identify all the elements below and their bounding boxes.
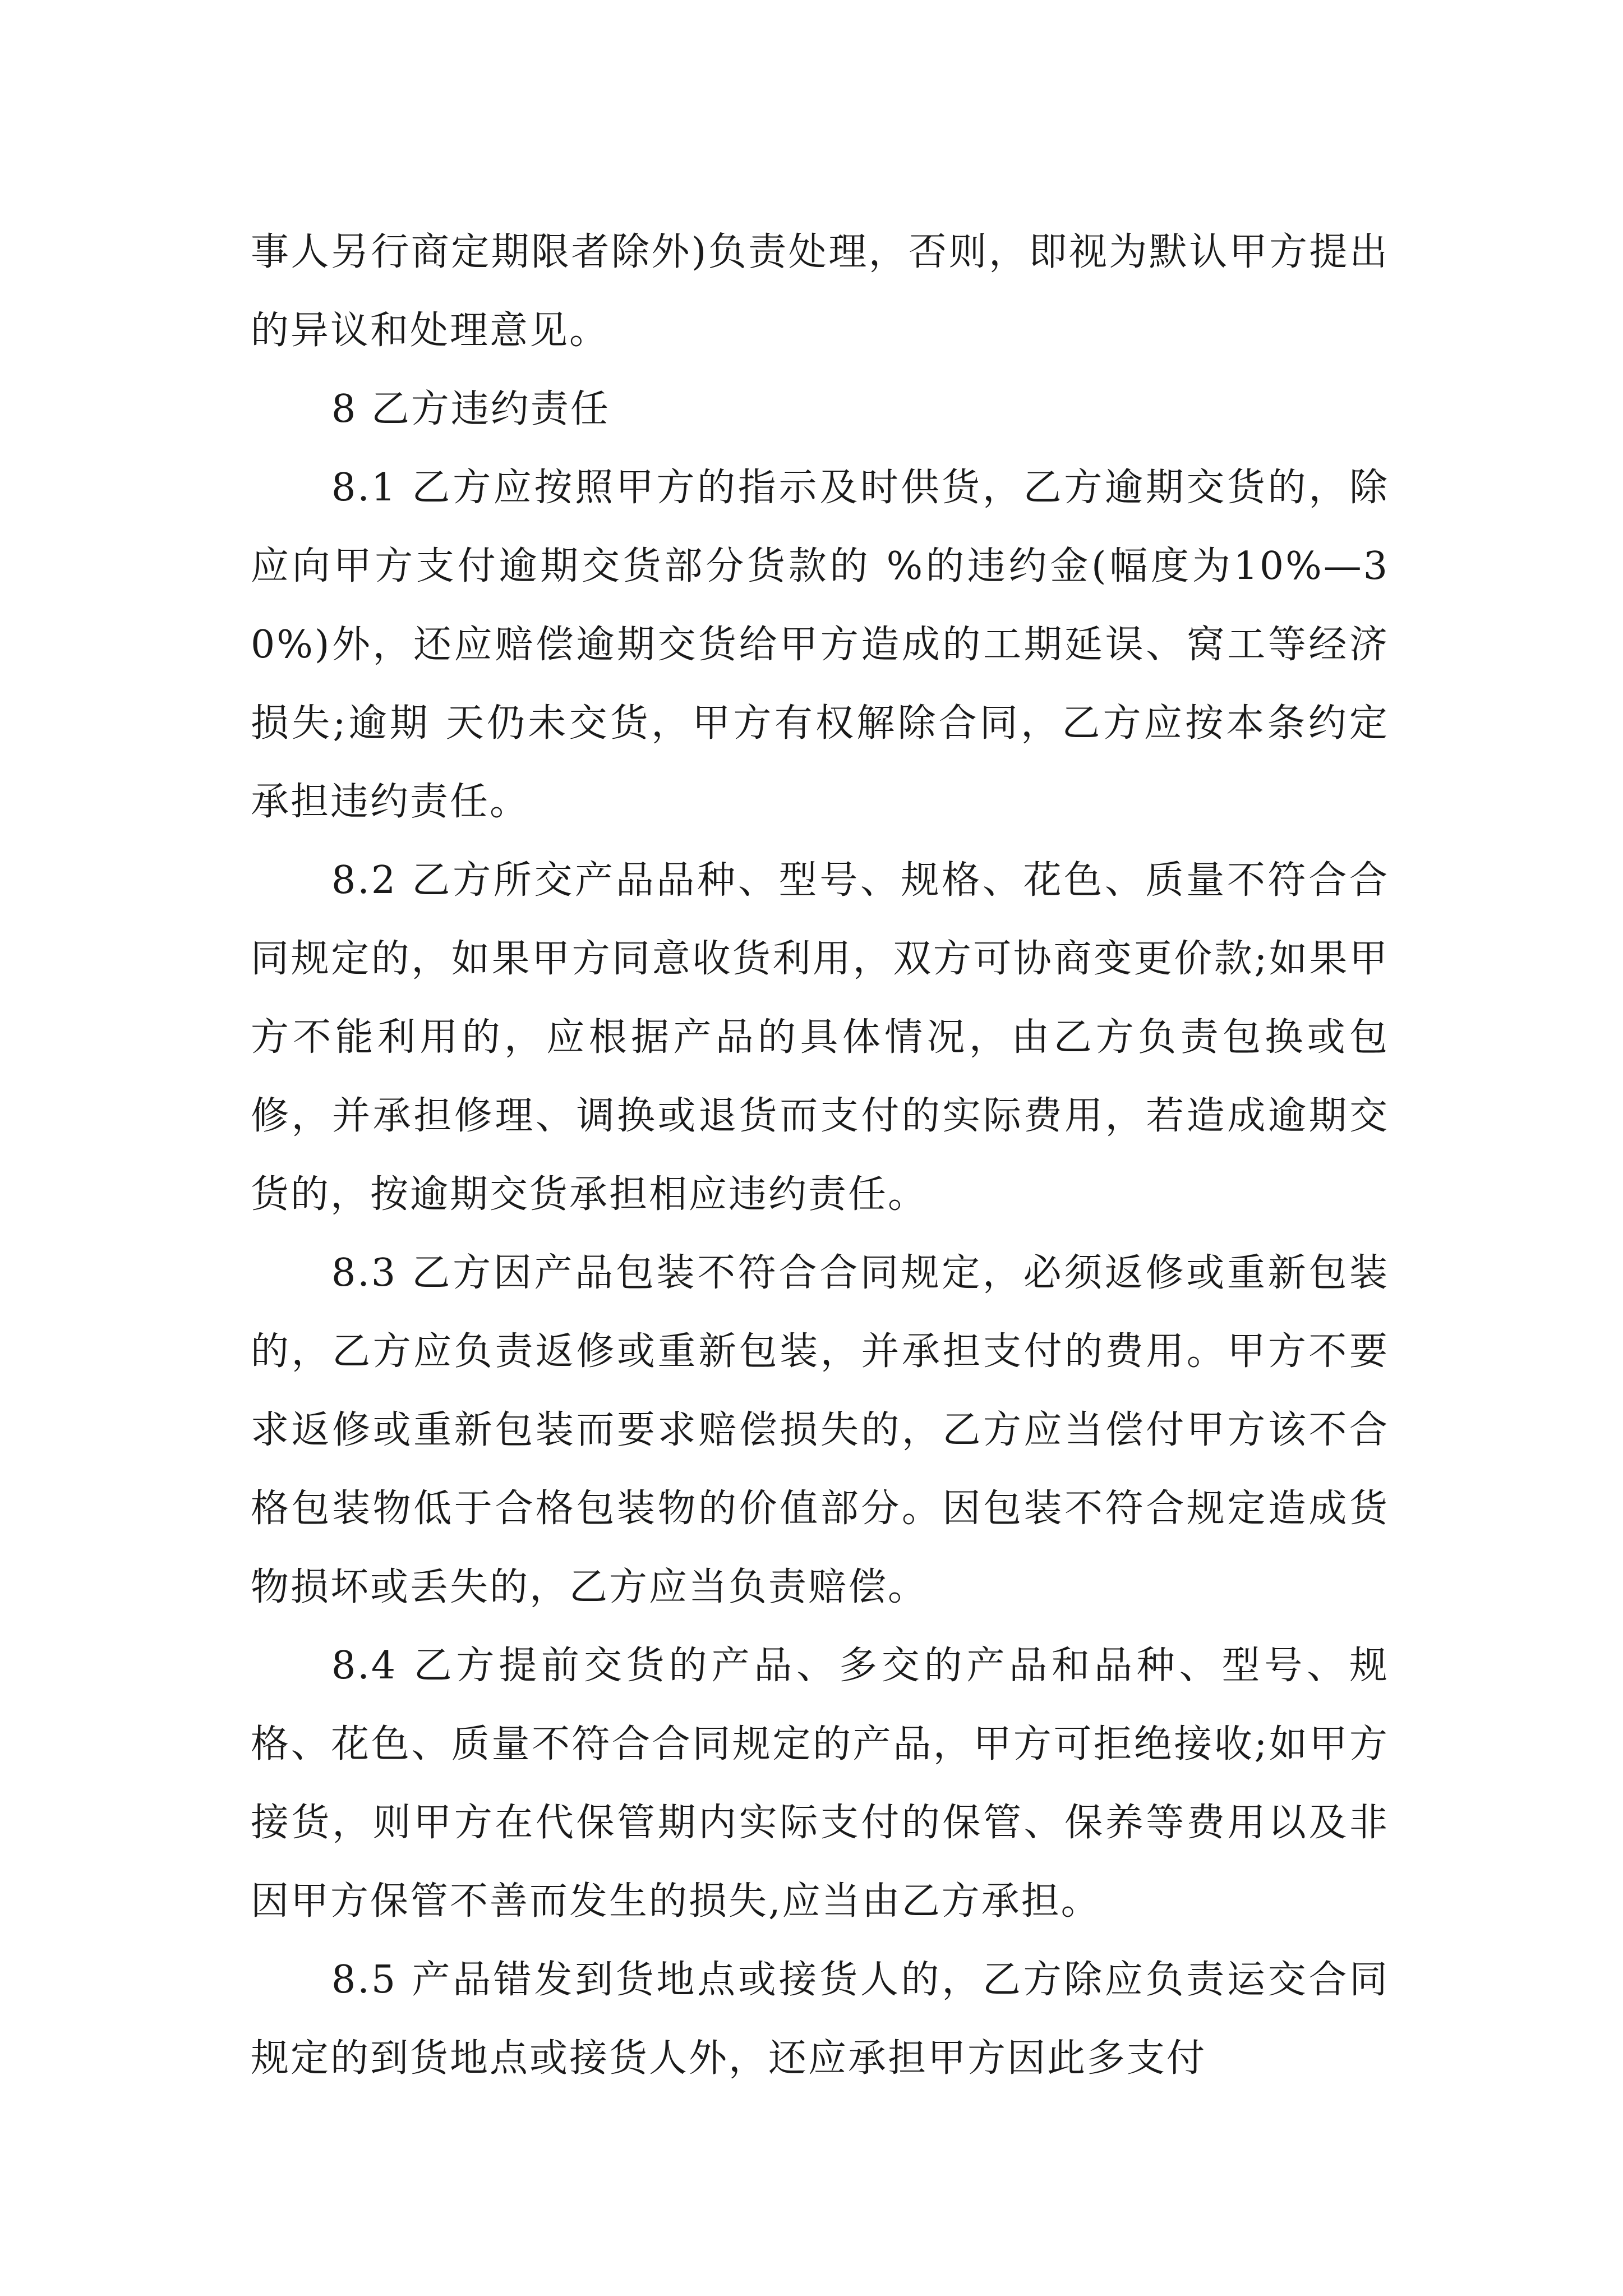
section-heading-8: 8 乙方违约责任 — [331, 387, 610, 431]
clause-8-3: 8.3 乙方因产品包装不符合合同规定，必须返修或重新包装的，乙方应负责返修或重新包装，并承担支付的费用。甲方不要求返修或重新包装而要求赔偿损失的，乙方应当偿付甲方该不合格包装物低于合格包装物的价值部分。因包装不符合规定造成货物损坏或丢失的，乙方应当负责赔偿。 — [251, 1251, 1389, 1609]
clause-8-5: 8.5 产品错发到货地点或接货人的，乙方除应负责运交合同规定的到货地点或接货人外，还应承担甲方因此多支付 — [251, 1958, 1389, 2081]
clause-8-4: 8.4 乙方提前交货的产品、多交的产品和品种、型号、规格、花色、质量不符合合同规定的产品，甲方可拒绝接收;如甲方接货，则甲方在代保管期内实际支付的保管、保养等费用以及非因甲方保管不善而发生的损失,应当由乙方承担。 — [251, 1644, 1389, 1924]
document-body — [251, 213, 1389, 2098]
clause-8-2: 8.2 乙方所交产品品种、型号、规格、花色、质量不符合合同规定的，如果甲方同意收货利用，双方可协商变更价款;如果甲方不能利用的，应根据产品的具体情况，由乙方负责包换或包修，并承担修理、调换或退货而支付的实际费用，若造成逾期交货的，按逾期交货承担相应违约责任。 — [251, 858, 1389, 1217]
paragraph-continuation: 事人另行商定期限者除外)负责处理，否则，即视为默认甲方提出的异议和处理意见。 — [251, 230, 1389, 353]
clause-8-1: 8.1 乙方应按照甲方的指示及时供货，乙方逾期交货的，除应向甲方支付逾期交货部分货款的 %的违约金(幅度为10%—30%)外，还应赔偿逾期交货给甲方造成的工期延误、窝工等经济损失;逾期 天仍未交货，甲方有权解除合同，乙方应按本条约定承担违约责任。 — [251, 466, 1389, 824]
